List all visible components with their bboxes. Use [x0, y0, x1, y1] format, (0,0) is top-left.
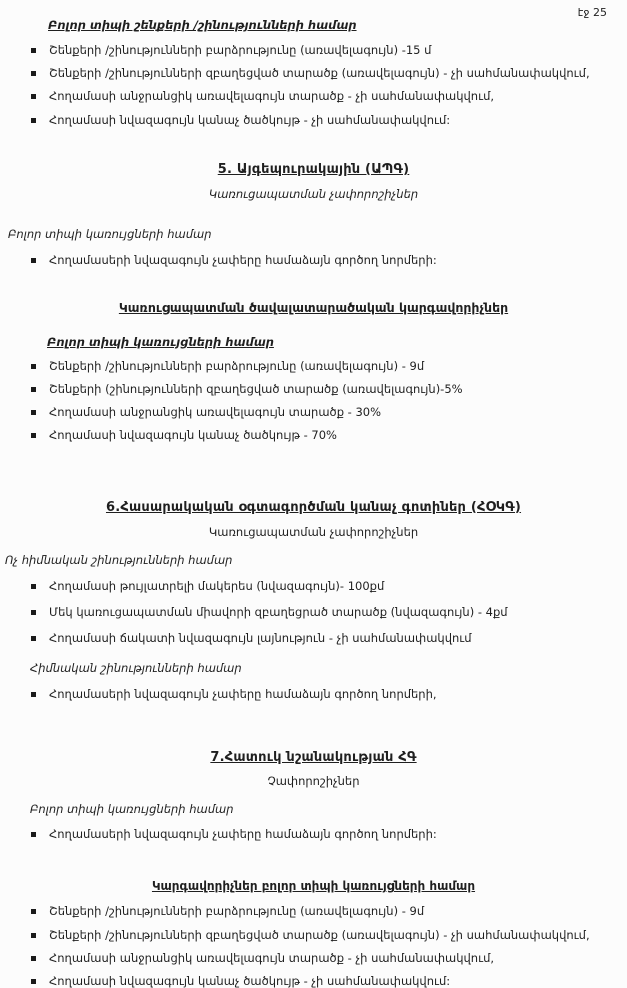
list-item [31, 579, 613, 594]
list-item [31, 89, 613, 104]
list-item-text: Հողամասի ճակատի նվազագույն լայնություն - չի սահմանափակվում [49, 630, 472, 645]
list-item-text: Հողամասերի նվազագույն չափերը համաձայն գործող նորմերի: [49, 252, 437, 267]
list-item-text: Շենքերի /շինությունների բարձրությունը (առավելագույն) - 9մ [49, 358, 425, 373]
section7-list [0, 827, 627, 842]
bullet-icon [31, 48, 36, 53]
list-item [31, 928, 613, 943]
section5-group-heading: Բոլոր տիպի կառույցների համար [8, 226, 212, 241]
list-item [31, 66, 613, 81]
section7-title: 7.Հատուկ նշանակության ՀԳ [210, 750, 417, 766]
section5-title: 5. Այգեպուրակային (ԱՊԳ) [217, 161, 410, 177]
bullet-icon [31, 410, 36, 415]
list-item [31, 631, 613, 646]
bullet-icon [31, 832, 36, 837]
list-item-text: Մեկ կառուցապատման միավորի զբաղեցրած տարածք (նվազագույն) - 4քմ [49, 604, 508, 619]
section6-subtitle: Կառուցապատման չափորոշիչներ [208, 524, 419, 539]
section6-group1-list [0, 579, 627, 647]
volumetric-list [0, 359, 627, 444]
bullet-icon [31, 118, 36, 123]
list-item [31, 405, 613, 420]
list-item [31, 687, 613, 702]
bullet-icon [31, 364, 36, 369]
bullet-icon [31, 909, 36, 914]
list-item [31, 904, 613, 919]
list-item-text: Շենքերի /շինությունների զբաղեցված տարածք (առավելագույն) - չի սահմանափակվում, [49, 66, 590, 81]
list-item [31, 951, 613, 966]
bullet-icon [31, 433, 36, 438]
section6-group2-heading: Հիմնական շինությունների համար [30, 661, 242, 676]
regulators-title: Կարգավորիչներ բոլոր տիպի կառույցների համար [151, 879, 476, 894]
list-item-text: Հողամասի անջրանցիկ առավելագույն տարածք - չի սահմանափակվում, [49, 89, 495, 104]
list-item-text: Հողամասի անջրանցիկ առավելագույն տարածք - 30% [49, 405, 382, 420]
list-item [31, 428, 613, 443]
section6-group1-heading: Ոչ հիմնական շինությունների համար [5, 552, 233, 567]
bullet-icon [31, 584, 36, 589]
list-item-text: Հողամասի նվազագույն կանաչ ծածկույթ - չի սահմանափակվում: [49, 973, 451, 988]
section7-group-heading: Բոլոր տիպի կառույցների համար [30, 802, 234, 817]
list-item [31, 827, 613, 842]
list-item-text: Շենքերի /շինությունների զբաղեցված տարածք (առավելագույն) - չի սահմանափակվում, [49, 927, 590, 942]
bullet-icon [31, 636, 36, 641]
bullet-icon [31, 387, 36, 392]
bullet-icon [31, 94, 36, 99]
list-item-text: Հողամասի թույլատրելի մակերես (նվազագույն)- 100քմ [49, 578, 385, 593]
block1-list [0, 43, 627, 128]
page-number: էջ 25 [577, 6, 607, 19]
bullet-icon [31, 979, 36, 984]
list-item-text: Հողամասերի նվազագույն չափերը համաձայն գործող նորմերի, [49, 687, 437, 702]
list-item-text: Շենքերի /շինությունների բարձրությունը (առավելագույն) -15 մ [49, 43, 432, 57]
section7-subtitle: Չափորոշիչներ [267, 774, 360, 789]
bullet-icon [31, 956, 36, 961]
list-item-text: Շենքերի (շինությունների զբաղեցված տարածք (առավելագույն)-5% [49, 382, 463, 397]
regulators-list [0, 904, 627, 988]
list-item-text: Հողամասերի նվազագույն չափերը համաձայն գործող նորմերի: [49, 827, 437, 842]
list-item [31, 43, 613, 58]
bullet-icon [31, 71, 36, 76]
list-item [31, 113, 613, 128]
section6-title: 6.Հասարակական օգտագործման կանաչ գոտիներ (ՀՕԿԳ) [105, 499, 522, 515]
volumetric-title: Կառուցապատման ծավալատարածական կարգավորիչներ [118, 299, 509, 315]
list-item [31, 382, 613, 397]
section6-group2-list [0, 687, 627, 702]
list-item-text: Հողամասի նվազագույն կանաչ ծածկույթ - 70% [49, 428, 337, 443]
list-item [31, 253, 613, 268]
bullet-icon [31, 933, 36, 938]
volumetric-group-heading: Բոլոր տիպի կառույցների համար [47, 334, 274, 349]
list-item [31, 359, 613, 374]
list-item-text: Հողամասի նվազագույն կանաչ ծածկույթ - չի սահմանափակվում: [49, 112, 451, 127]
block1-heading: Բոլոր տիպի շենքերի /շինությունների համար [48, 18, 357, 32]
list-item [31, 974, 613, 988]
list-item-text: Հողամասի անջրանցիկ առավելագույն տարածք - չի սահմանափակվում, [49, 950, 495, 965]
bullet-icon [31, 610, 36, 615]
list-item-text: Շենքերի /շինությունների բարձրությունը (առավելագույն) - 9մ [49, 904, 425, 919]
list-item [31, 605, 613, 620]
bullet-icon [31, 258, 36, 263]
bullet-icon [31, 692, 36, 697]
section5-list [0, 253, 627, 268]
section5-subtitle: Կառուցապատման չափորոշիչներ [208, 186, 419, 201]
